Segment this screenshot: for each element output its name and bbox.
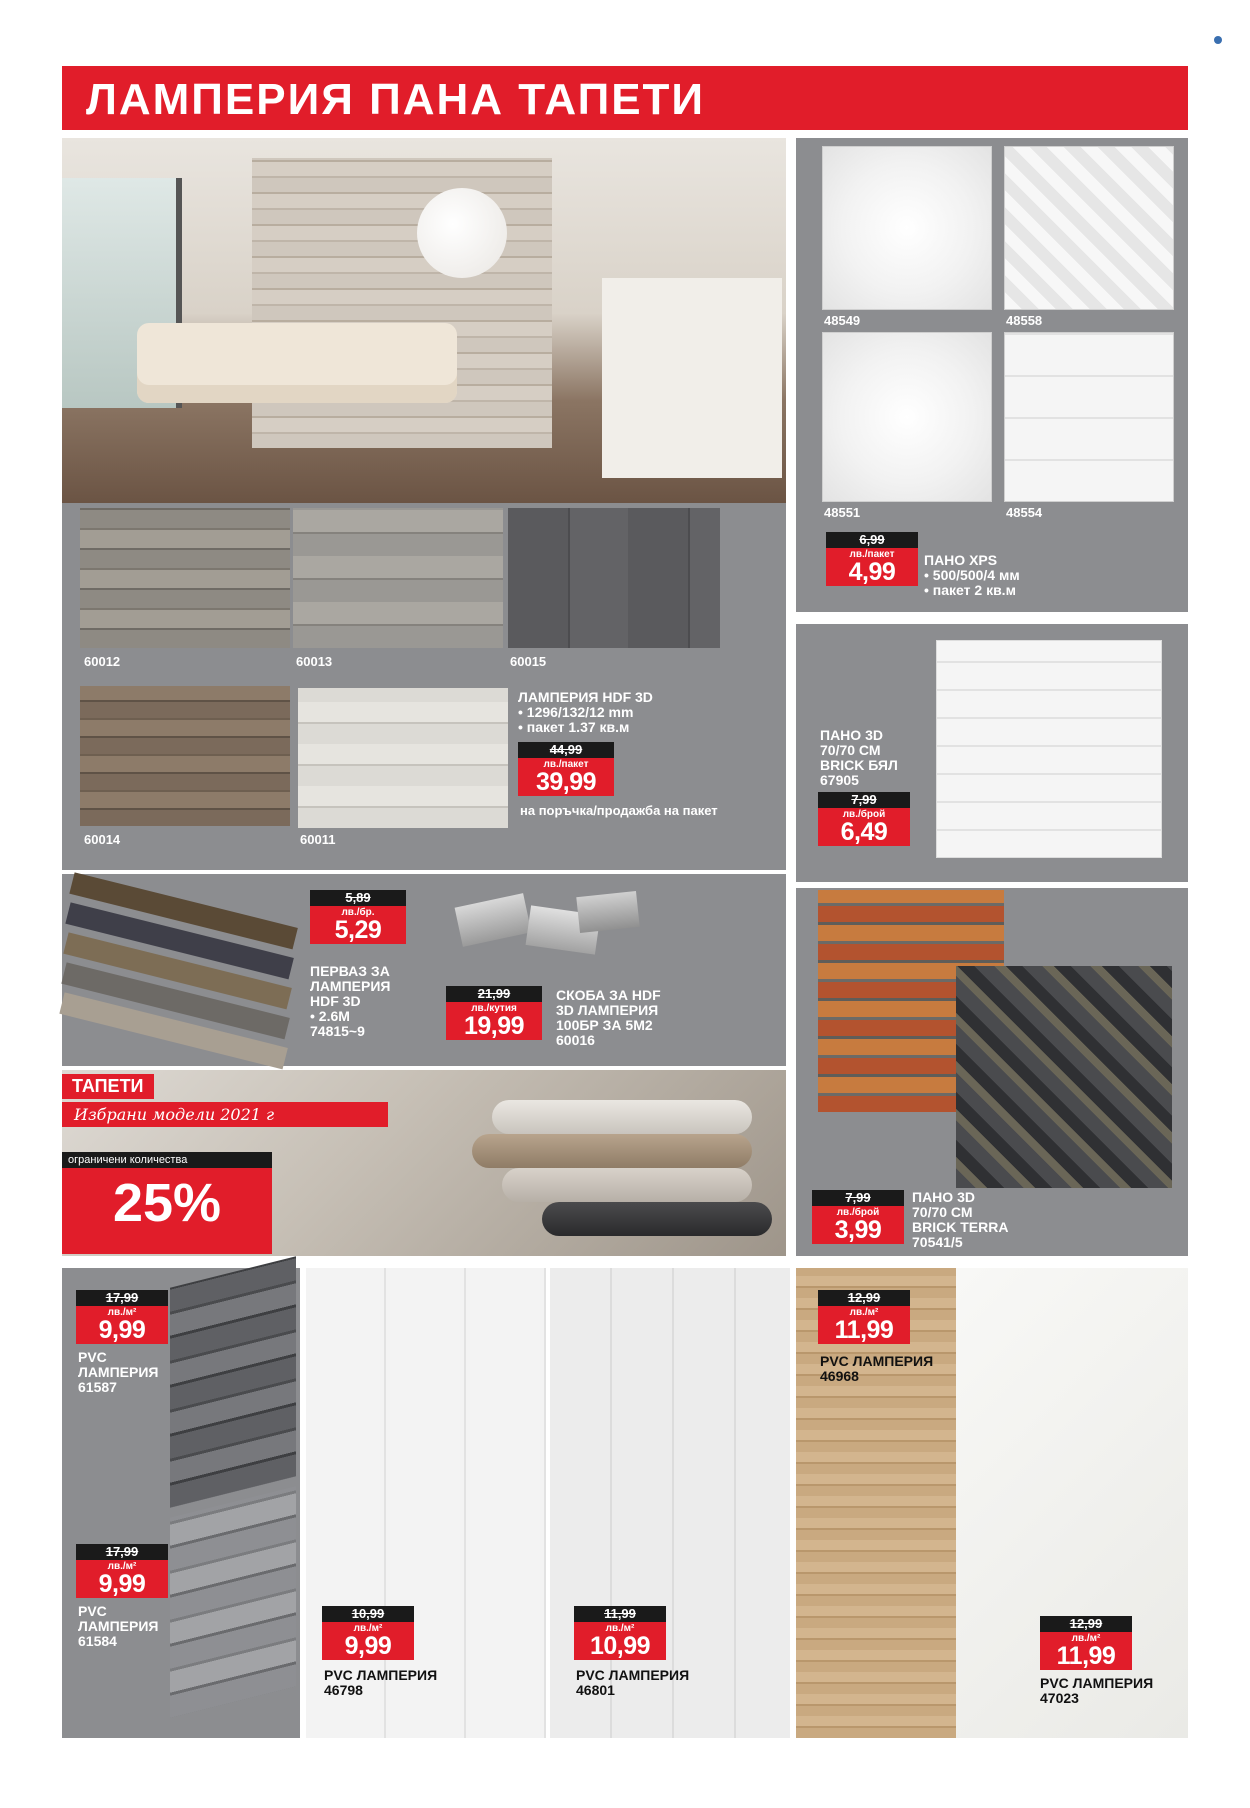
pvc-46968-description: PVC ЛАМПЕРИЯ 46968 (820, 1353, 934, 1384)
old-price: 6,99 (826, 532, 918, 548)
new-price: 3,99 (834, 1216, 882, 1244)
xps-tile-48549 (822, 146, 992, 310)
new-price: 11,99 (1056, 1642, 1116, 1670)
old-price: 12,99 (1040, 1616, 1132, 1632)
xps-code: 48554 (1006, 505, 1043, 520)
brick-terra-price-tag (812, 1190, 904, 1244)
new-price: 10,99 (589, 1632, 651, 1660)
new-price: 4,99 (848, 558, 896, 586)
hdf-code: 60014 (84, 832, 121, 847)
tapeti-subtitle: Избрани модели 2021 г (62, 1102, 388, 1127)
brick-white-description: ПАНО 3D 70/70 СМ BRICK БЯЛ 67905 (820, 727, 898, 788)
new-price: 9,99 (98, 1570, 146, 1598)
price-unit: лв./брой (842, 809, 886, 820)
price-unit: лв./м² (353, 1623, 383, 1634)
tapeti-title: ТАПЕТИ (62, 1074, 154, 1099)
pvc-61584-description: PVC ЛАМПЕРИЯ 61584 (78, 1603, 159, 1649)
new-price: 19,99 (463, 1012, 525, 1040)
page-title: ЛАМПЕРИЯ ПАНА ТАПЕТИ (86, 75, 706, 124)
hdf-code: 60013 (296, 654, 333, 669)
pvc-46798-description: PVC ЛАМПЕРИЯ 46798 (324, 1667, 438, 1698)
pvc-46798-price-tag (322, 1606, 414, 1660)
xps-code: 48551 (824, 505, 861, 520)
new-price: 11,99 (834, 1316, 894, 1344)
old-price: 7,99 (818, 792, 910, 808)
page-header (62, 66, 1188, 130)
pvc-46801-price-tag (574, 1606, 666, 1660)
xps-code: 48549 (824, 313, 861, 328)
pervaz-price-tag (310, 890, 406, 944)
pvc-47023-description: PVC ЛАМПЕРИЯ 47023 (1040, 1675, 1154, 1706)
hdf-tile-60011 (298, 688, 508, 828)
new-price: 5,29 (334, 916, 382, 944)
xps-description: ПАНО XPS • 500/500/4 мм • пакет 2 кв.м (924, 552, 1020, 598)
xps-tile-48551 (822, 332, 992, 502)
new-price: 6,49 (840, 818, 888, 846)
brick-white-panel (936, 640, 1162, 858)
old-price: 10,99 (322, 1606, 414, 1622)
price-unit: лв./пакет (849, 549, 895, 560)
old-price: 44,99 (518, 742, 614, 758)
hdf-tile-60014 (80, 686, 290, 826)
limited-quantities: ограничени количества (62, 1152, 272, 1168)
discount-value: 25% (112, 1173, 222, 1233)
old-price: 17,99 (76, 1290, 168, 1306)
pervaz-image (62, 858, 284, 1058)
pvc-61584-panel (170, 1486, 296, 1717)
hdf-code: 60011 (300, 832, 336, 847)
hdf-tile-60012 (80, 508, 290, 648)
letters-panel (956, 966, 1172, 1188)
old-price: 17,99 (76, 1544, 168, 1560)
skoba-image (438, 890, 648, 970)
corner-dot (1214, 36, 1222, 44)
hdf-description: ЛАМПЕРИЯ HDF 3D • 1296/132/12 mm • пакет 1.37 кв.м (518, 689, 653, 735)
new-price: 9,99 (98, 1316, 146, 1344)
xps-price-tag (826, 532, 918, 586)
price-unit: лв./м² (1071, 1633, 1101, 1644)
pvc-46801-description: PVC ЛАМПЕРИЯ 46801 (576, 1667, 690, 1698)
pvc-61584-price-tag (76, 1544, 168, 1598)
brick-terra-description: ПАНО 3D 70/70 СМ BRICK TERRA 70541/5 (912, 1189, 1009, 1250)
room-photo (62, 138, 786, 503)
skoba-price-tag (446, 986, 542, 1040)
price-unit: лв./бр. (341, 907, 375, 918)
hdf-tile-60013 (293, 508, 503, 648)
xps-code: 48558 (1006, 313, 1043, 328)
pvc-46968-price-tag (818, 1290, 910, 1344)
xps-tile-48554 (1004, 332, 1174, 502)
price-unit: лв./брой (836, 1207, 880, 1218)
pvc-61587-description: PVC ЛАМПЕРИЯ 61587 (78, 1349, 159, 1395)
brick-white-price-tag (818, 792, 910, 846)
skoba-description: СКОБА ЗА HDF 3D ЛАМПЕРИЯ 100БР ЗА 5М2 60016 (556, 987, 661, 1048)
price-unit: лв./м² (107, 1307, 137, 1318)
price-unit: лв./кутия (471, 1003, 517, 1014)
hdf-price-tag (518, 742, 614, 796)
xps-tile-48558 (1004, 146, 1174, 310)
price-unit: лв./м² (849, 1307, 879, 1318)
pvc-47023-price-tag (1040, 1616, 1132, 1670)
hdf-code: 60015 (510, 654, 547, 669)
old-price: 7,99 (812, 1190, 904, 1206)
hdf-code: 60012 (84, 654, 121, 669)
pvc-61587-price-tag (76, 1290, 168, 1344)
old-price: 5,89 (310, 890, 406, 906)
old-price: 11,99 (574, 1606, 666, 1622)
discount-box (62, 1152, 272, 1254)
new-price: 9,99 (344, 1632, 392, 1660)
pervaz-description: ПЕРВАЗ ЗА ЛАМПЕРИЯ HDF 3D • 2.6M 74815~9 (310, 963, 391, 1039)
price-unit: лв./м² (107, 1561, 137, 1572)
hdf-tile-60015 (508, 508, 720, 648)
hdf-note: на поръчка/продажба на пакет (520, 803, 718, 818)
old-price: 12,99 (818, 1290, 910, 1306)
old-price: 21,99 (446, 986, 542, 1002)
price-unit: лв./м² (605, 1623, 635, 1634)
price-unit: лв./пакет (543, 759, 589, 770)
new-price: 39,99 (535, 768, 597, 796)
pvc-61587-panel (170, 1256, 296, 1507)
